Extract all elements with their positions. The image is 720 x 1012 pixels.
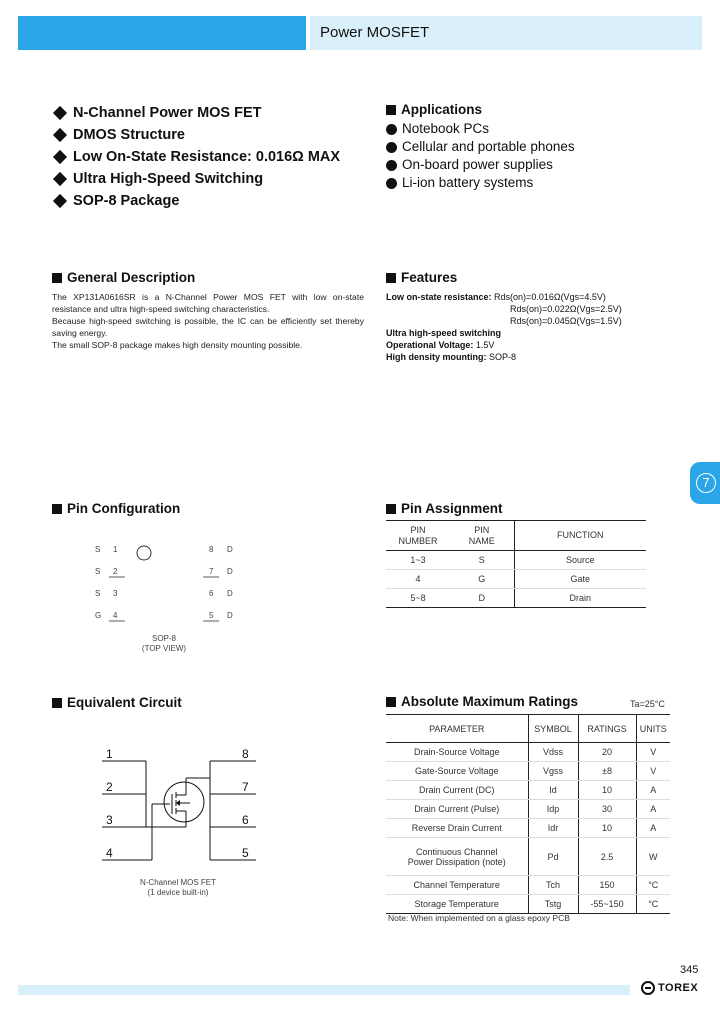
table-row: Reverse Drain Current Idr 10 A xyxy=(386,819,670,838)
square-bullet-icon xyxy=(386,105,396,115)
bullet-item: DMOS Structure xyxy=(52,124,340,146)
pin-number: 3 xyxy=(113,589,118,598)
ambient-temperature-label: Ta=25°C xyxy=(630,699,665,709)
applications-heading: Applications xyxy=(386,102,482,117)
page-number: 345 xyxy=(680,964,699,976)
bullet-item: Low On-State Resistance: 0.016Ω MAX xyxy=(52,146,340,168)
applications-list xyxy=(386,120,575,192)
bullet-item: Ultra High-Speed Switching xyxy=(52,168,340,190)
general-description-heading: General Description xyxy=(52,270,195,285)
square-bullet-icon xyxy=(52,504,62,514)
round-bullet-icon xyxy=(386,178,397,189)
pin-number: 7 xyxy=(209,567,214,576)
table-header-row: PARAMETER SYMBOL RATINGS UNITS xyxy=(386,715,670,743)
header-accent-bar xyxy=(18,16,306,50)
table-row: 5~8 D Drain xyxy=(386,589,646,608)
pin-number: 8 xyxy=(209,545,214,554)
table-row: Gate-Source Voltage Vgss ±8 V xyxy=(386,762,670,781)
circuit-caption: (1 device built-in) xyxy=(147,888,209,897)
pin-name: D xyxy=(227,611,233,620)
bullet-item: N-Channel Power MOS FET xyxy=(52,102,340,124)
pin-number: 1 xyxy=(106,747,113,761)
key-features-list xyxy=(52,102,340,212)
absolute-max-ratings-table xyxy=(386,714,670,914)
square-bullet-icon xyxy=(52,273,62,283)
pin-number: 3 xyxy=(106,813,113,827)
page-title: Power MOSFET xyxy=(310,16,702,50)
list-item: Notebook PCs xyxy=(386,120,575,138)
circuit-caption: N-Channel MOS FET xyxy=(139,878,217,887)
torex-logo-icon xyxy=(641,981,655,995)
pin-name: S xyxy=(95,545,101,554)
list-item: Cellular and portable phones xyxy=(386,138,575,156)
diamond-bullet-icon xyxy=(53,172,67,186)
diamond-bullet-icon xyxy=(53,194,67,208)
pin-name: D xyxy=(227,567,233,576)
pin-number: 4 xyxy=(106,846,113,860)
pin-assignment-table xyxy=(386,520,646,608)
pin-assignment-heading: Pin Assignment xyxy=(386,501,503,516)
table-row: Drain-Source Voltage Vdss 20 V xyxy=(386,743,670,762)
diamond-bullet-icon xyxy=(53,106,67,120)
pin-name: S xyxy=(95,589,101,598)
absolute-max-ratings-heading: Absolute Maximum Ratings xyxy=(386,694,578,709)
square-bullet-icon xyxy=(386,504,396,514)
diamond-bullet-icon xyxy=(53,128,67,142)
pin-configuration-diagram xyxy=(90,535,250,655)
equivalent-circuit-heading: Equivalent Circuit xyxy=(52,695,182,710)
round-bullet-icon xyxy=(386,160,397,171)
pin-name: G xyxy=(95,611,102,620)
table-note: Note: When implemented on a glass epoxy PCB xyxy=(388,913,570,923)
square-bullet-icon xyxy=(386,273,396,283)
table-header-row: PIN NUMBER PIN NAME FUNCTION xyxy=(386,521,646,551)
square-bullet-icon xyxy=(52,698,62,708)
torex-logo: TOREX xyxy=(641,981,698,995)
mosfet-symbol-icon xyxy=(164,782,204,822)
chapter-number: 7 xyxy=(696,473,716,493)
pin-number: 5 xyxy=(242,846,249,860)
pin-number: 7 xyxy=(242,780,249,794)
table-row: 1~3 S Source xyxy=(386,551,646,570)
features-heading: Features xyxy=(386,270,457,285)
list-item: Li-ion battery systems xyxy=(386,174,575,192)
diamond-bullet-icon xyxy=(53,150,67,164)
pin-configuration-heading: Pin Configuration xyxy=(52,501,180,516)
list-item: On-board power supplies xyxy=(386,156,575,174)
table-row: Storage Temperature Tstg -55~150 °C xyxy=(386,895,670,914)
table-row: 4 G Gate xyxy=(386,570,646,589)
table-row: Continuous Channel Power Dissipation (note) Pd 2.5 W xyxy=(386,838,670,876)
table-row: Drain Current (Pulse) Idp 30 A xyxy=(386,800,670,819)
pin-number: 8 xyxy=(242,747,249,761)
equivalent-circuit-diagram xyxy=(90,738,270,900)
pin1-marker-icon xyxy=(137,546,151,560)
table-row: Drain Current (DC) Id 10 A xyxy=(386,781,670,800)
pin-number: 1 xyxy=(113,545,118,554)
round-bullet-icon xyxy=(386,124,397,135)
pin-name: D xyxy=(227,589,233,598)
features-list: Low on-state resistance: Rds(on)=0.016Ω(Vgs=4.5V) Rds(on)=0.022Ω(Vgs=2.5V) Rds(on)=0.045Ω(Vgs=1.5V) Ultra high-speed switching Operational Voltage: 1.5V High density mounting: SOP-8 xyxy=(386,292,622,362)
pin-name: D xyxy=(227,545,233,554)
view-label: (TOP VIEW) xyxy=(141,644,187,653)
bullet-item: SOP-8 Package xyxy=(52,190,340,212)
general-description-text: The XP131A0616SR is a N-Channel Power MOS FET with low on-state resistance and ultra high-speed switching characteristics. Because high-speed switching is possible, the IC can be efficiently set thereby saving energy. The small SOP-8 package makes high density mounting possible. xyxy=(52,292,364,350)
footer-accent-bar xyxy=(18,985,630,995)
square-bullet-icon xyxy=(386,697,396,707)
chapter-tab[interactable] xyxy=(690,462,720,504)
pin-number: 2 xyxy=(106,780,113,794)
table-row: Channel Temperature Tch 150 °C xyxy=(386,876,670,895)
pin-number: 2 xyxy=(113,567,118,576)
pin-number: 5 xyxy=(209,611,214,620)
pin-name: S xyxy=(95,567,101,576)
pin-number: 4 xyxy=(113,611,118,620)
pin-number: 6 xyxy=(209,589,214,598)
package-label: SOP-8 xyxy=(151,634,177,643)
pin-number: 6 xyxy=(242,813,249,827)
round-bullet-icon xyxy=(386,142,397,153)
